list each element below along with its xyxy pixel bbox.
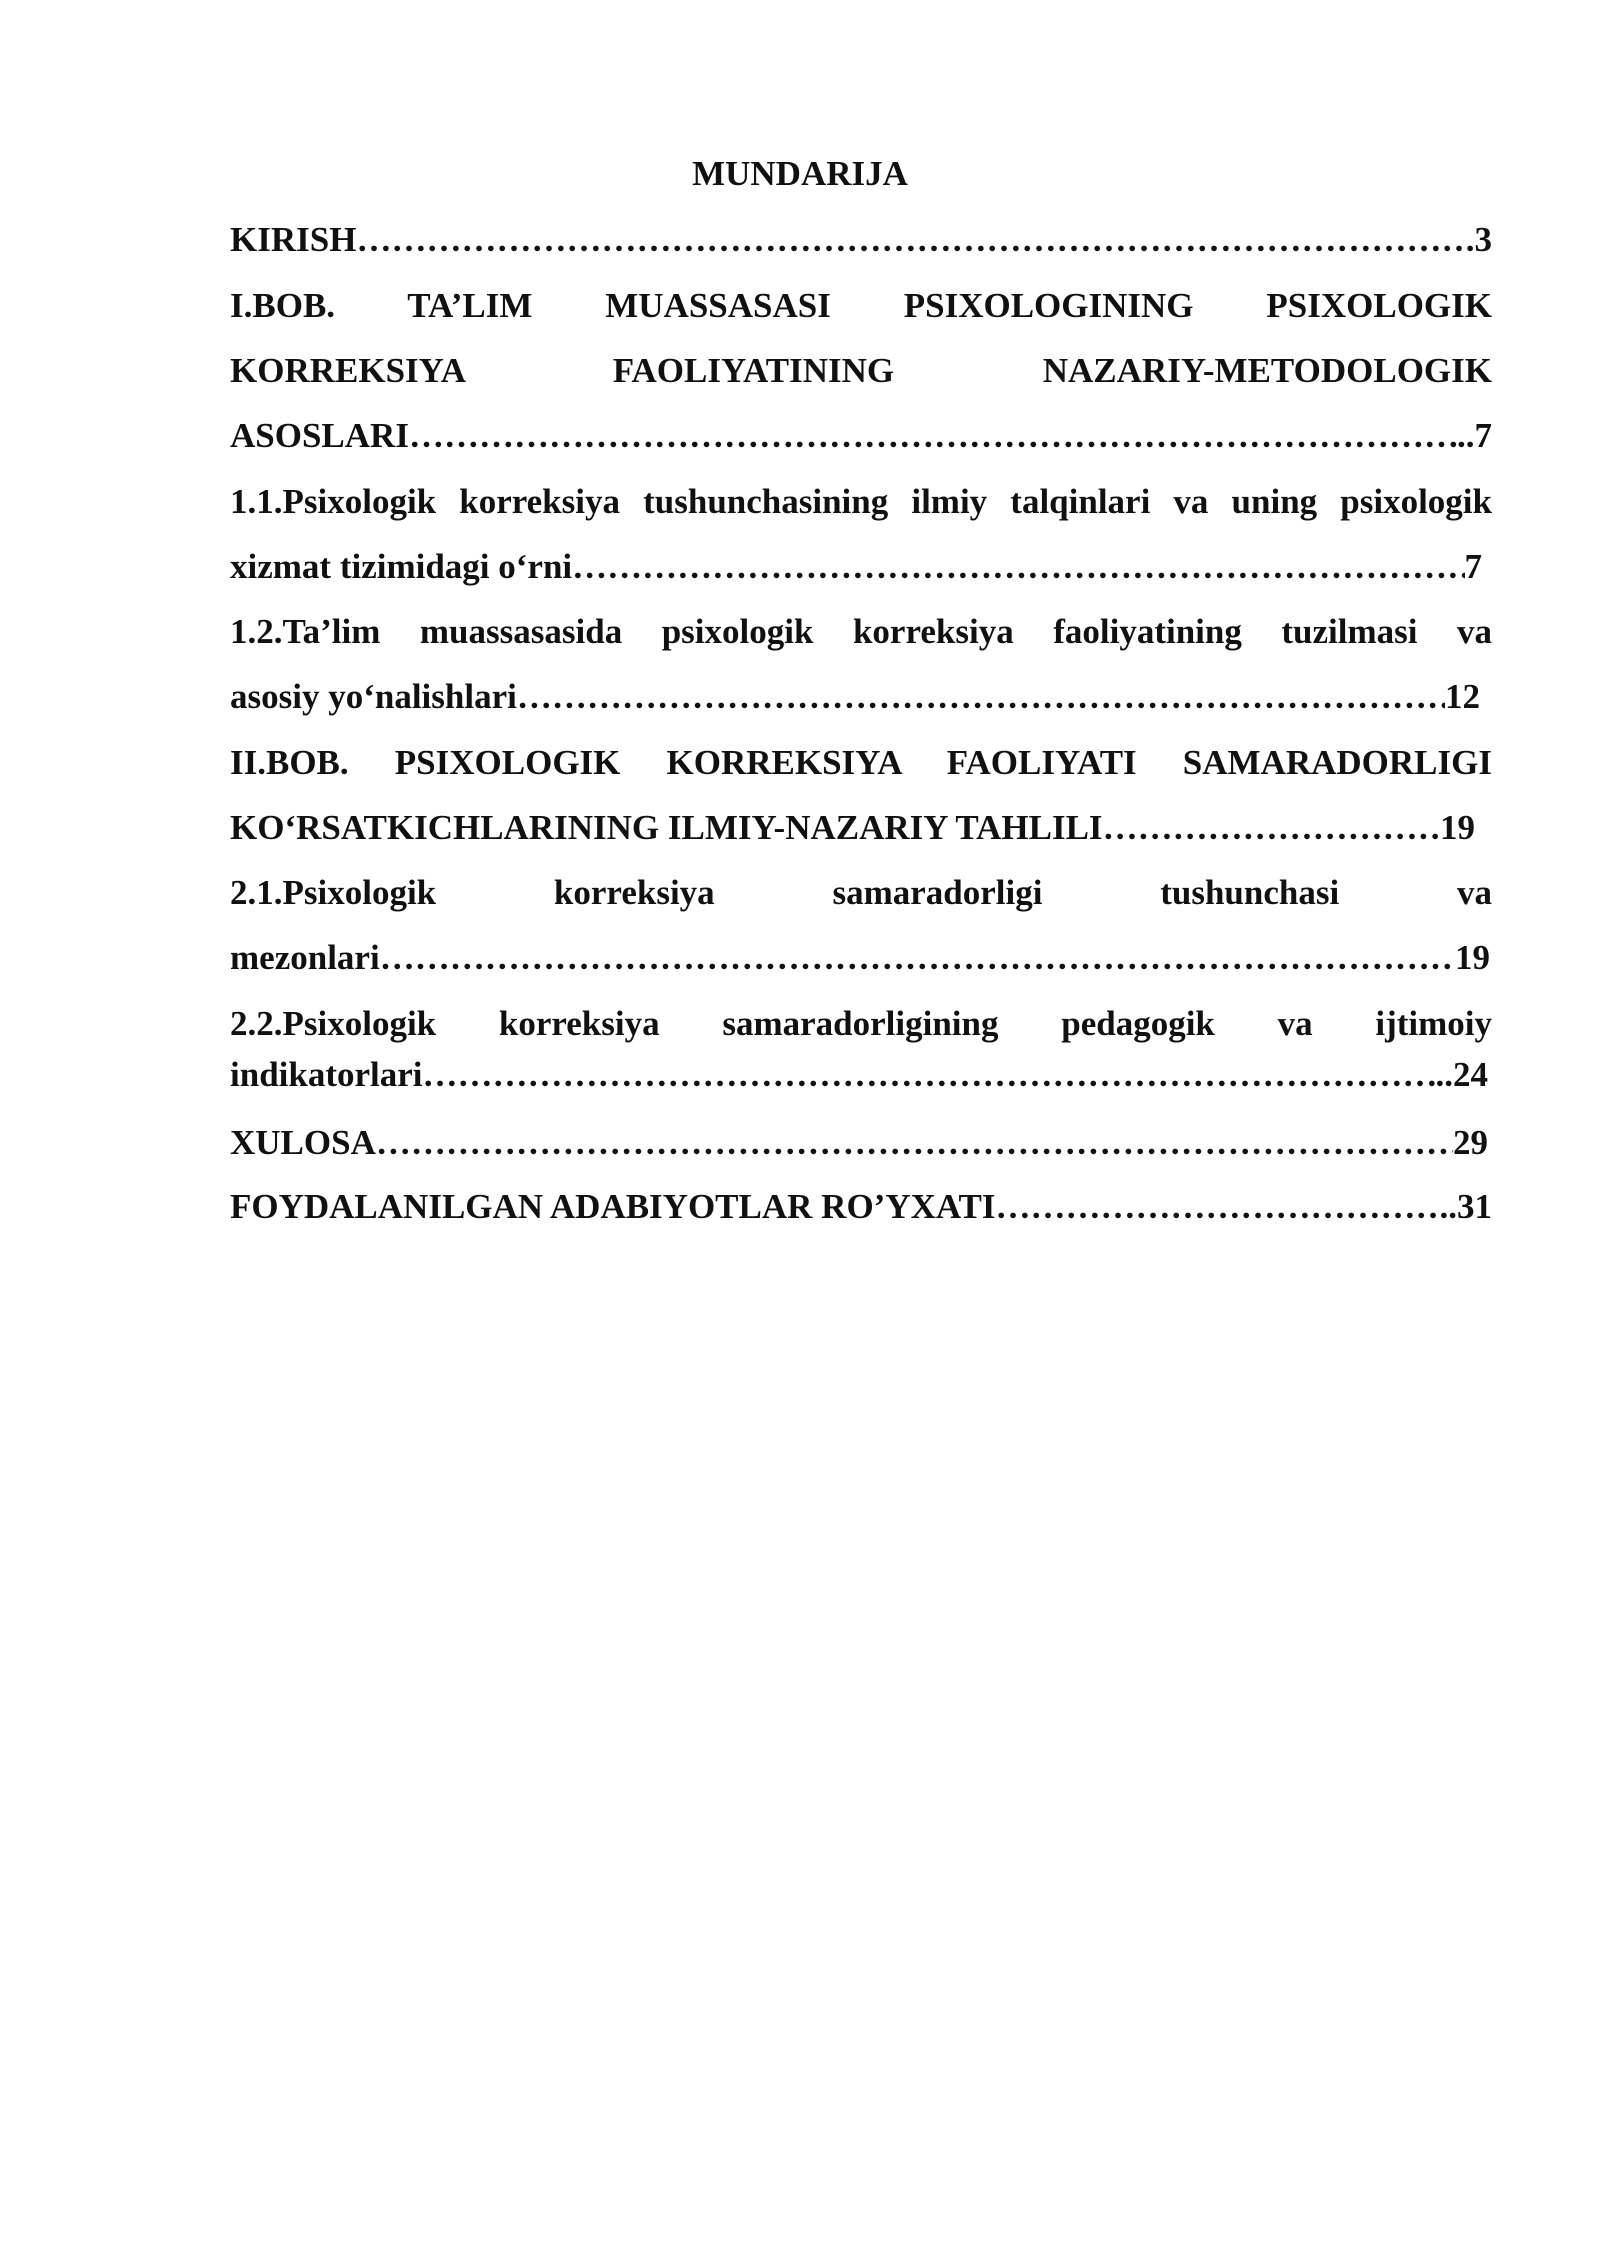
toc-entry-references [230, 1185, 1492, 1229]
toc-section-2-1-line-1: 2.1.Psixologik korreksiya samaradorligi tushunchasi va [230, 873, 1492, 912]
toc-page-number: ..7 [1457, 416, 1492, 455]
toc-page-number: .3 [1465, 220, 1492, 259]
toc-entry-text: FOYDALANILGAN ADABIYOTLAR RO’YXATI [230, 1187, 996, 1226]
dot-leader [423, 1053, 1436, 1097]
dot-leader [356, 218, 1465, 262]
toc-page-number: 29 [1453, 1123, 1488, 1162]
toc-section-1-1-line-1: 1.1.Psixologik korreksiya tushunchasining ilmiy talqinlari va uning psixologik [230, 482, 1492, 521]
dot-leader [996, 1185, 1440, 1229]
toc-chapter-1-line-2: KORREKSIYA FAOLIYATINING NAZARIY-METODOLOGIK [230, 351, 1492, 390]
toc-section-1-2-line-1: 1.2.Ta’lim muassasasida psixologik korreksiya faoliyatining tuzilmasi va [230, 612, 1492, 651]
toc-section-2-2-line-1: 2.2.Psixologik korreksiya samaradorligining pedagogik va ijtimoiy [230, 1004, 1492, 1043]
toc-page-number: ..24 [1435, 1055, 1488, 1094]
toc-chapter-1-line-1: I.BOB. TA’LIM MUASSASASI PSIXOLOGINING PSIXOLOGIK [230, 286, 1492, 325]
toc-entry-text: mezonlari [230, 938, 380, 977]
toc-page-number: 7 [1464, 547, 1482, 586]
toc-entry-text: XULOSA [230, 1123, 376, 1162]
toc-chapter-2-line-1: II.BOB. PSIXOLOGIK KORREKSIYA FAOLIYATI SAMARADORLIGI [230, 743, 1492, 782]
toc-section-1-1-line-2 [230, 545, 1482, 589]
toc-entry-text: asosiy yo‘nalishlari [230, 677, 517, 716]
dot-leader [572, 545, 1464, 589]
toc-entry-kirish [230, 218, 1492, 262]
toc-entry-text: KO‘RSATKICHLARINING ILMIY-NAZARIY TAHLILI [230, 808, 1103, 847]
toc-page-number: 12 [1445, 677, 1480, 716]
toc-entry-text: KIRISH [230, 220, 357, 259]
toc-entry-text: indikatorlari [230, 1055, 423, 1094]
toc-page-number: ..31 [1439, 1187, 1492, 1226]
dot-leader [517, 675, 1445, 719]
toc-section-2-2-line-2 [230, 1053, 1488, 1097]
toc-page-number: 19 [1455, 938, 1490, 977]
toc-section-1-2-line-2 [230, 675, 1480, 719]
toc-entry-text: xizmat tizimidagi o‘rni [230, 547, 573, 586]
toc-section-2-1-line-2 [230, 936, 1490, 980]
dot-leader [376, 1121, 1453, 1165]
toc-page-number: 19 [1440, 808, 1475, 847]
dot-leader [380, 936, 1455, 980]
toc-entry-text: ASOSLARI [230, 416, 409, 455]
toc-entry-xulosa [230, 1121, 1488, 1165]
page-title: MUNDARIJA [692, 154, 908, 193]
toc-chapter-2-line-2 [230, 806, 1475, 850]
toc-chapter-1-line-3 [230, 414, 1492, 458]
dot-leader [1103, 806, 1440, 850]
dot-leader [409, 414, 1457, 458]
